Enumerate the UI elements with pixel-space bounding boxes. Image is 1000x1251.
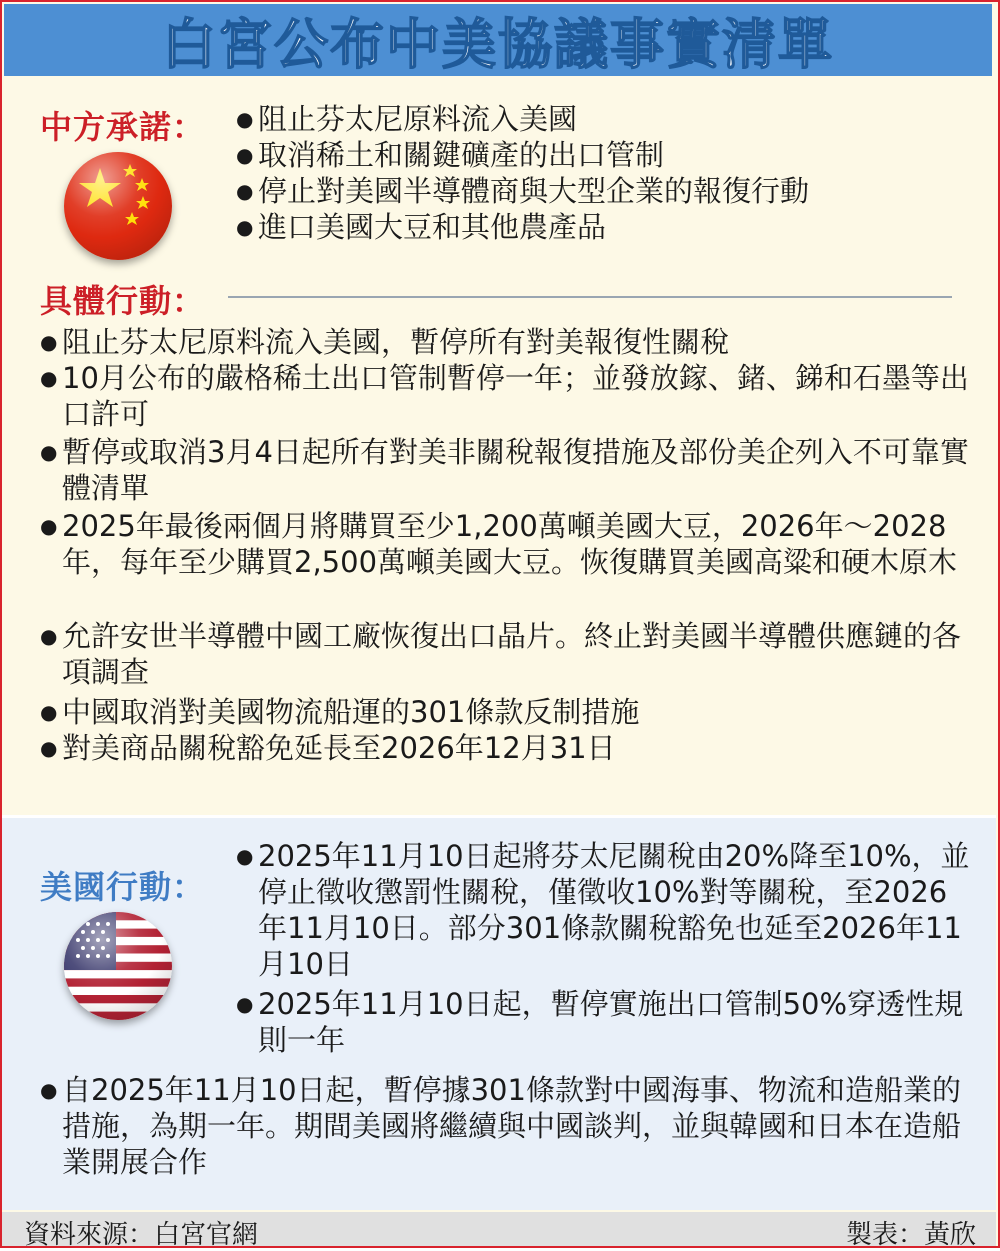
concrete-action-item: ● 暫停或取消3月4日起所有對美非關稅報復措施及部份美企列入不可靠實體清單 bbox=[40, 434, 982, 506]
concrete-action-item: ● 允許安世半導體中國工廠恢復出口晶片。終止對美國半導體供應鏈的各項調查 bbox=[40, 618, 982, 690]
flag-gloss bbox=[64, 912, 172, 1020]
china-flag-icon bbox=[64, 152, 172, 260]
concrete-action-item: ● 對美商品關稅豁免延長至2026年12月31日 bbox=[40, 730, 982, 766]
us-action-item: ● 2025年11月10日起，暫停實施出口管制50%穿透性規則一年 bbox=[236, 986, 976, 1058]
concrete-action-item: ● 10月公布的嚴格稀土出口管制暫停一年；並發放鎵、鍺、銻和石墨等出口許可 bbox=[40, 360, 982, 432]
us-action-item: ● 2025年11月10日起將芬太尼關稅由20%降至10%，並停止徵收懲罰性關稅，僅徵收10%對等關稅，至2026年11月10日。部分301條款關稅豁免也延至2026年11月10日 bbox=[236, 838, 976, 982]
us-action-extra-item: ● 自2025年11月10日起，暫停據301條款對中國海事、物流和造船業的措施，為期一年。期間美國將繼續與中國談判，並與韓國和日本在造船業開展合作 bbox=[40, 1072, 982, 1180]
us-actions-heading: 美國行動： bbox=[40, 868, 206, 906]
title-banner bbox=[4, 4, 992, 76]
source-credit: 資料來源：白宮官網 bbox=[24, 1220, 259, 1250]
china-commitment-item: ● 進口美國大豆和其他農產品 bbox=[236, 209, 958, 245]
concrete-actions-heading: 具體行動： bbox=[40, 282, 206, 320]
china-commitments-heading: 中方承諾： bbox=[40, 108, 206, 146]
maker-credit: 製表：黃欣 bbox=[845, 1220, 976, 1250]
page-title: 白宮公布中美協議事實清單 bbox=[162, 12, 834, 76]
us-flag-icon bbox=[64, 912, 172, 1020]
concrete-action-item: ● 2025年最後兩個月將購買至少1,200萬噸美國大豆，2026年～2028年，每年至少購買2,500萬噸美國大豆。恢復購買美國高粱和硬木原木 bbox=[40, 508, 982, 580]
china-commitment-item: ● 取消稀土和關鍵礦產的出口管制 bbox=[236, 137, 958, 173]
heading-rule bbox=[228, 296, 952, 298]
concrete-action-item: ● 阻止芬太尼原料流入美國，暫停所有對美報復性關稅 bbox=[40, 324, 982, 360]
concrete-action-item: ● 中國取消對美國物流船運的301條款反制措施 bbox=[40, 694, 982, 730]
footer bbox=[2, 1212, 996, 1250]
china-commitment-item: ● 停止對美國半導體商與大型企業的報復行動 bbox=[236, 173, 958, 209]
china-commitment-item: ● 阻止芬太尼原料流入美國 bbox=[236, 101, 958, 137]
flag-gloss bbox=[64, 152, 172, 260]
